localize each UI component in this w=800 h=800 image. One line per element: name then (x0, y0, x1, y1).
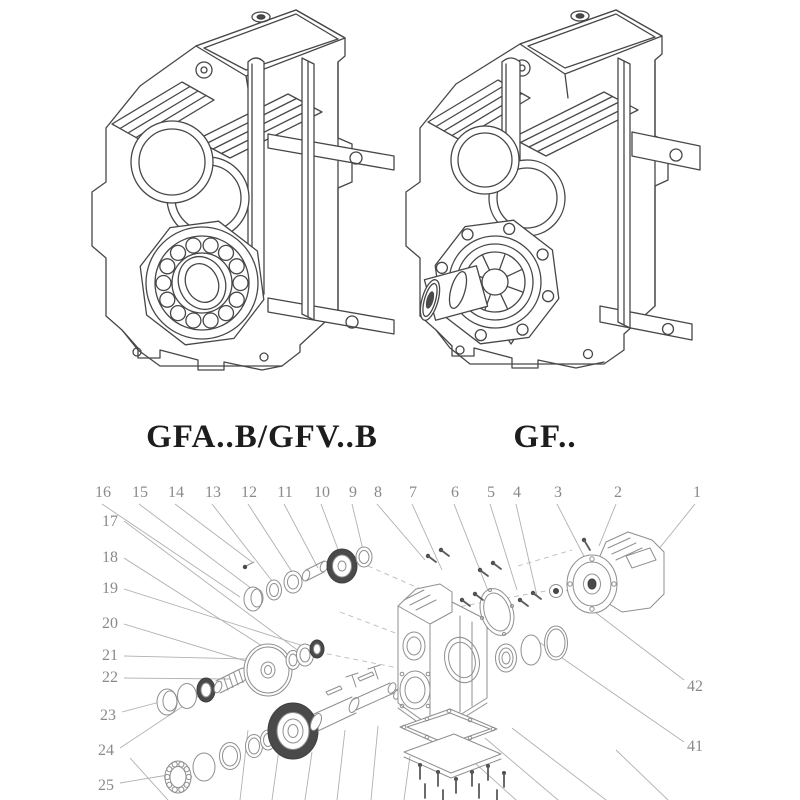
part-bottom-gasket-cover (400, 709, 506, 800)
callout-1: 1 (693, 484, 701, 501)
callout-42: 42 (687, 678, 703, 695)
callout-14: 14 (168, 484, 184, 501)
callout-3: 3 (554, 484, 562, 501)
gearbox-drawing-gfab (92, 10, 394, 370)
callout-41: 41 (687, 738, 703, 755)
callout-23: 23 (100, 707, 116, 724)
callout-9: 9 (349, 484, 357, 501)
callout-7: 7 (409, 484, 417, 501)
gearbox-drawing-gf (406, 10, 700, 368)
callout-24: 24 (98, 742, 114, 759)
callout-18: 18 (102, 549, 118, 566)
model-label-gf: GF.. (513, 419, 577, 455)
callout-16: 16 (95, 484, 111, 501)
callout-20: 20 (102, 615, 118, 632)
part-motor (567, 532, 664, 613)
part-input-shaft-cluster (243, 547, 372, 611)
callout-6: 6 (451, 484, 459, 501)
callout-5: 5 (487, 484, 495, 501)
exploded-view (95, 484, 703, 800)
callout-10: 10 (314, 484, 330, 501)
model-label-gfab: GFA..B/GFV..B (146, 419, 378, 455)
callout-2: 2 (614, 484, 622, 501)
callout-15: 15 (132, 484, 148, 501)
callout-11: 11 (277, 484, 293, 501)
callout-12: 12 (241, 484, 257, 501)
part-housing (398, 584, 487, 731)
callout-8: 8 (374, 484, 382, 501)
callout-21: 21 (102, 647, 118, 664)
callout-13: 13 (205, 484, 221, 501)
callout-25: 25 (98, 777, 114, 794)
callout-19: 19 (102, 580, 118, 597)
callout-17: 17 (102, 513, 118, 530)
callout-4: 4 (513, 484, 521, 501)
callout-22: 22 (102, 669, 118, 686)
